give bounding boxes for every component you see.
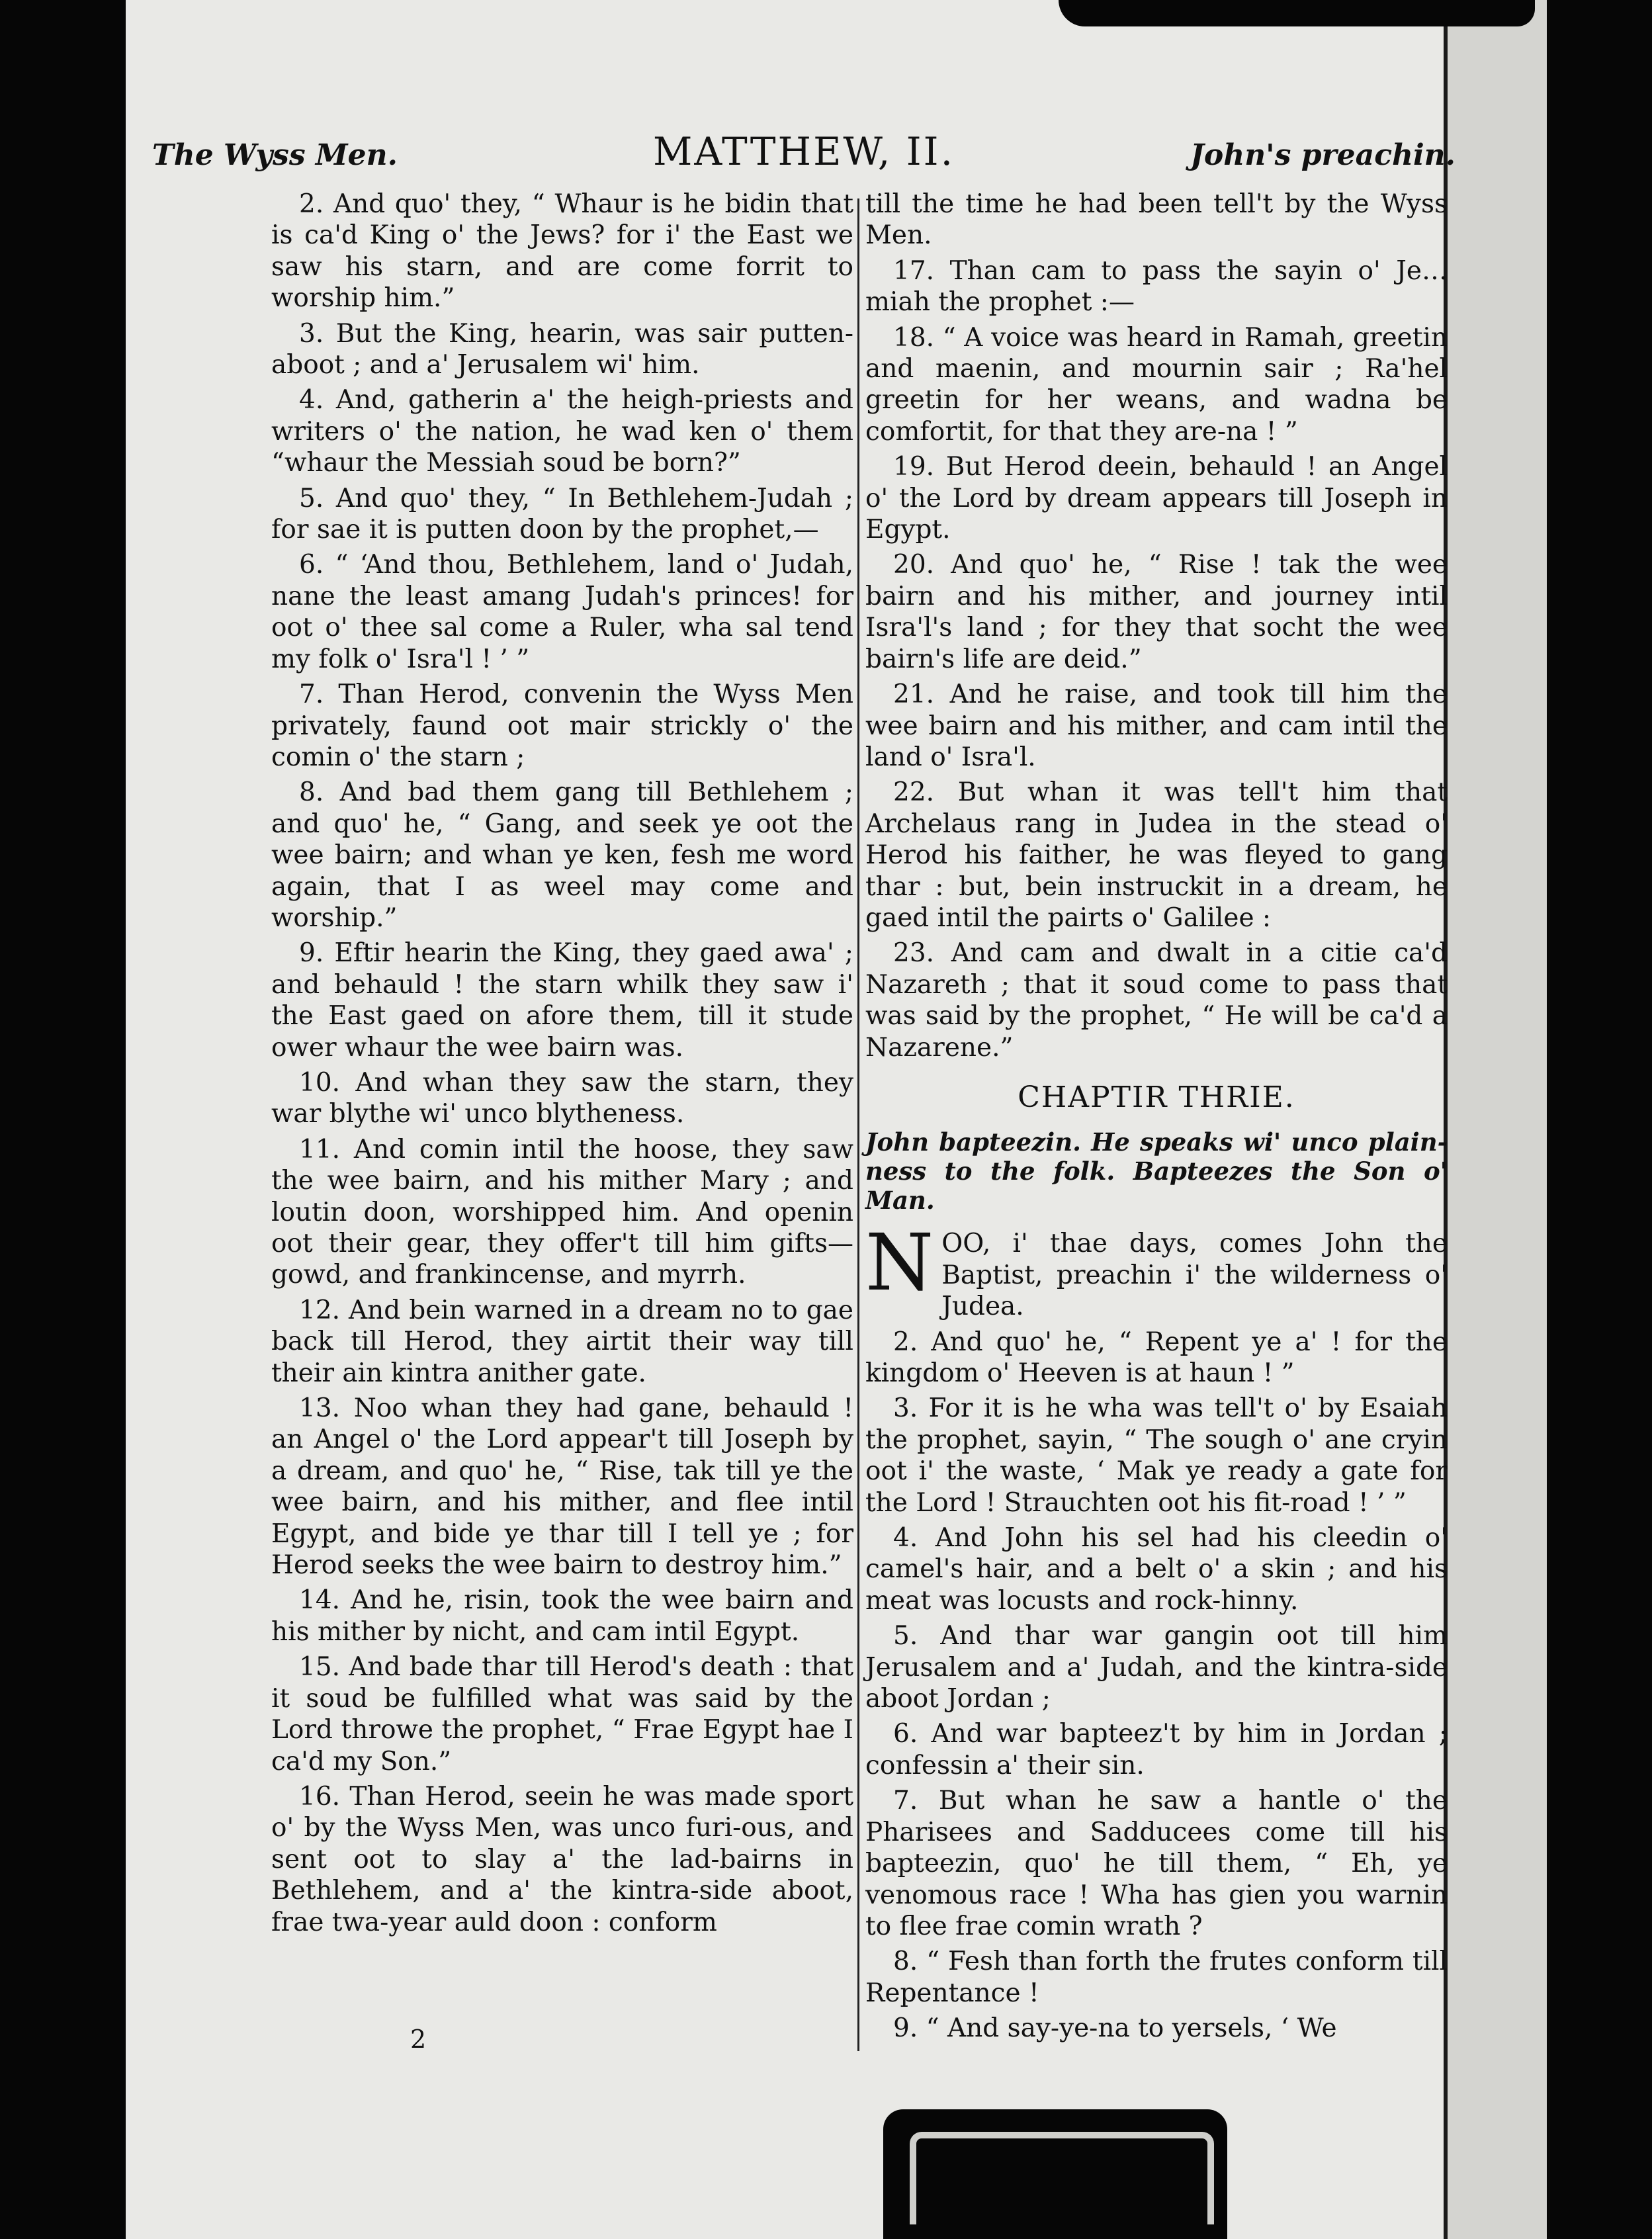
verse: 4. And, gatherin a' the heigh-priests and writers o' the nation, he wad ken o' them “whaur the Messiah soud be born?”: [271, 385, 853, 478]
running-head-title: MATTHEW, II.: [652, 129, 955, 174]
verse: 19. But Herod deein, behauld ! an Angel o' the Lord by dream appears till Joseph in Egypt.: [865, 452, 1448, 545]
verse: 14. And he, risin, took the wee bairn and his mither by nicht, and cam intil Egypt.: [271, 1585, 853, 1647]
column-rule: [857, 198, 859, 2051]
opening-text: OO, i' thae days, comes John the Baptist, preachin i' the wilderness o' Judea.: [941, 1229, 1448, 1322]
verse: 9. Eftir hearin the King, they gaed awa' ; and behauld ! the starn whilk they saw i' the East gaed on afore them, till it stude ower whaur the wee bairn was.: [271, 938, 853, 1063]
verse: 12. And bein warned in a dream no to gae back till Herod, they airtit their way till their ain kintra anither gate.: [271, 1295, 853, 1388]
verse: 5. And thar war gangin oot till him Jerusalem and a' Judah, and the kintra-side aboot Jordan ;: [865, 1621, 1448, 1714]
verse: 7. Than Herod, convenin the Wyss Men privately, faund oot mair strickly o' the comin o' the starn ;: [271, 680, 853, 772]
top-shadow: [1059, 0, 1535, 26]
binding-clip: [883, 2109, 1227, 2239]
verse: 9. “ And say-ye-na to yersels, ‘ We: [893, 2013, 1337, 2044]
running-head-right: John's preachin.: [1190, 138, 1456, 172]
running-head-left: The Wyss Men.: [152, 138, 398, 172]
verse: 8. “ Fesh than forth the frutes conform till Repentance !: [865, 1947, 1448, 2008]
verse: 3. But the King, hearin, was sair putten-aboot ; and a' Jerusalem wi' him.: [271, 318, 853, 380]
verse: 4. And John his sel had his cleedin o' camel's hair, and a belt o' a skin ; and his meat was locusts and rock-hinny.: [865, 1523, 1448, 1616]
chapter-opening: [865, 1217, 1448, 1322]
verse: 15. And bade thar till Herod's death : that it soud be fulfilled what was said by the Lord throwe the prophet, “ Frae Egypt hae I ca'd my Son.”: [271, 1652, 853, 1777]
verse: 17. Than cam to pass the sayin o' Je…miah the prophet :—: [865, 255, 1448, 318]
verse: 18. “ A voice was heard in Ramah, greetin and maenin, and mournin sair ; Ra'hel greetin for her weans, and wadna be comfortit, for that they are-na ! ”: [865, 322, 1448, 447]
verse: 3. For it is he wha was tell't o' by Esaiah the prophet, sayin, “ The sough o' ane cryin oot i' the waste, ‘ Mak ye ready a gate for the Lord ! Strauchten oot his fit-road ! ’ ”: [865, 1393, 1448, 1518]
chapter-title: CHAPTIR THRIE.: [1018, 1080, 1295, 1114]
verse: 22. But whan it was tell't him that Archelaus rang in Judea in the stead o' Herod his faither, he was fleyed to gang thar : but, bein instruckit in a dream, he gaed intil the pairts o' Galilee :: [865, 777, 1448, 933]
verse: 2. And quo' they, “ Whaur is he bidin that is ca'd King o' the Jews? for i' the East we saw his starn, and are come forrit to worship him.”: [271, 189, 853, 314]
verse: 23. And cam and dwalt in a citie ca'd Nazareth ; that it soud come to pass that was said by the prophet, “ He will be ca'd a Nazarene.”: [865, 938, 1448, 1063]
verse: 2. And quo' he, “ Repent ye a' ! for the kingdom o' Heeven is at haun ! ”: [865, 1327, 1448, 1388]
verse: 20. And quo' he, “ Rise ! tak the wee bairn and his mither, and journey intil Isra'l's land ; for they that socht the wee bairn's life are deid.”: [865, 550, 1448, 674]
binding-clip-inner: [910, 2132, 1214, 2224]
left-column: [271, 189, 853, 1942]
verse: 7. But whan he saw a hantle o' the Pharisees and Sadducees come till his bapteezin, quo' he till them, “ Eh, ye venomous race ! Wha has gien you warnin to flee frae comin wrath ?: [865, 1786, 1448, 1941]
verse: 11. And comin intil the hoose, they saw the wee bairn, and his mither Mary ; and loutin doon, worshipped him. And openin oot their gear, they offer't till him gifts—gowd, and frankincense, and myrrh.: [271, 1134, 853, 1290]
page-number: 2: [410, 2025, 427, 2054]
verse: 13. Noo whan they had gane, behauld ! an Angel o' the Lord appear't till Joseph by a dream, and quo' he, “ Rise, tak till ye the wee bairn, and his mither, and flee intil Egypt, and bide ye thar till I tell ye ; for Herod seeks the wee bairn to destroy him.”: [271, 1393, 853, 1581]
verse: 8. And bad them gang till Bethlehem ; and quo' he, “ Gang, and seek ye oot the wee bairn; and whan ye ken, fesh me word again, that I as weel may come and worship.”: [271, 777, 853, 933]
drop-cap: N: [865, 1217, 934, 1309]
verse: 10. And whan they saw the starn, they war blythe wi' unco blytheness.: [271, 1067, 853, 1129]
verse-continuation: till the time he had been tell't by the Wyss Men.: [865, 189, 1448, 251]
page-edge: [1444, 0, 1547, 2239]
verse: 21. And he raise, and took till him the wee bairn and his mither, and cam intil the land o' Isra'l.: [865, 680, 1448, 772]
verse: 6. “ ‘And thou, Bethlehem, land o' Judah, nane the least amang Judah's princes! for oot o' thee sal come a Ruler, wha sal tend my folk o' Isra'l ! ’ ”: [271, 550, 853, 674]
chapter-summary: John bapteezin. He speaks wi' unco plain-ness to the folk. Bapteezes the Son o' Man.: [865, 1127, 1448, 1215]
verse: 6. And war bapteez't by him in Jordan ; confessin a' their sin.: [865, 1719, 1448, 1780]
right-column: [865, 189, 1448, 2048]
running-head: [152, 129, 1456, 182]
verse: 5. And quo' they, “ In Bethlehem-Judah ; for sae it is putten doon by the prophet,—: [271, 483, 853, 545]
verse: 16. Than Herod, seein he was made sport o' by the Wyss Men, was unco furi-ous, and sent oot to slay a' the lad-bairns in Bethlehem, and a' the kintra-side aboot, frae twa-year auld doon : conform: [271, 1781, 853, 1937]
